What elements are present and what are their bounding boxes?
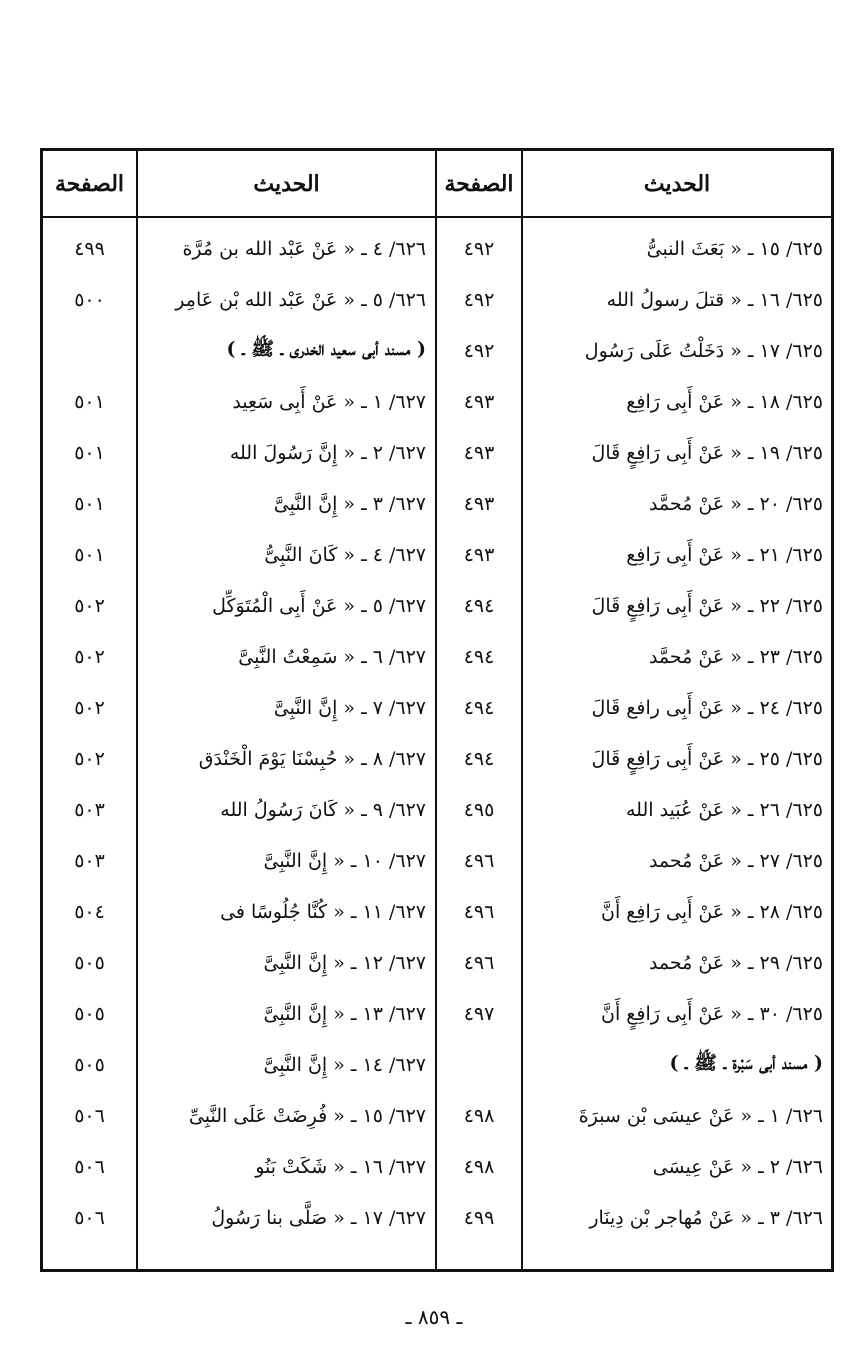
table-row — [43, 325, 831, 376]
hadith-entry-left: ٦٢٧/ ١٥ ـ « فُرِضَتْ عَلَى النَّبِىِّ — [188, 1104, 426, 1127]
table-row — [43, 376, 831, 427]
hadith-entry-left: ٦٢٧/ ٩ ـ « كَانَ رَسُولُ الله — [220, 798, 426, 821]
table-row — [43, 835, 831, 886]
page-number-right: ٤٩٦ — [463, 900, 495, 923]
table-row — [43, 937, 831, 988]
page-number-right: ٤٩٤ — [463, 645, 495, 668]
page-number-right: ٤٩٣ — [463, 492, 495, 515]
hadith-entry-right: ٦٢٥/ ٢٦ ـ « عَنْ عُبَيد الله — [625, 798, 823, 821]
page-number-left: ٥٠١ — [74, 390, 105, 413]
page-number-right: ٤٩٣ — [463, 543, 495, 566]
header-hadith-left: الحديث — [253, 170, 320, 197]
page-number-right: ٤٩٣ — [463, 441, 495, 464]
hadith-entry-left: ٦٢٦/ ٥ ـ « عَنْ عَبْد الله بْن عَامِر — [175, 288, 426, 311]
page-number-right: ٤٩٩ — [463, 1206, 495, 1229]
hadith-entry-left: ٦٢٧/ ٢ ـ « إِنَّ رَسُولَ الله — [229, 441, 426, 464]
hadith-entry-left: ٦٢٧/ ٨ ـ « حُبِسْنَا يَوْمَ الْخَنْدَق — [198, 747, 426, 770]
hadith-entry-right: ٦٢٦/ ٣ ـ « عَنْ مُهاجر بْن دِينَار — [589, 1206, 823, 1229]
page-number-right: ٤٩٢ — [463, 237, 495, 260]
hadith-entry-right: ٦٢٥/ ٣٠ ـ « عَنْ أَبِى رَافِعٍ أَنَّ — [600, 1002, 823, 1025]
page-number-right: ٤٩٨ — [463, 1155, 495, 1178]
header-page-right: الصفحة — [444, 170, 514, 197]
header-divider — [43, 216, 831, 218]
page-number-left: ٥٠٠ — [74, 288, 105, 311]
hadith-entry-left: ٦٢٧/ ١١ ـ « كُنَّا جُلُوسًا فى — [220, 900, 426, 923]
hadith-entry-right: ٦٢٥/ ١٥ ـ « بَعَثَ النبىُّ — [646, 237, 823, 260]
hadith-entry-left: ٦٢٧/ ٣ ـ « إِنَّ النَّبِىَّ — [273, 492, 426, 515]
hadith-entry-right: ٦٢٥/ ٢٢ ـ « عَنْ أَبِى رَافِعٍ قَالَ — [591, 594, 823, 617]
hadith-entry-right: ٦٢٥/ ٢٤ ـ « عَنْ أَبِى رافع قَالَ — [591, 696, 823, 719]
page-number-right: ٤٩٣ — [463, 390, 495, 413]
hadith-entry-left: ٦٢٧/ ١ ـ « عَنْ أَبِى سَعِيد — [232, 390, 426, 413]
table-row — [43, 886, 831, 937]
page-number-left: ٥٠٦ — [74, 1206, 105, 1229]
hadith-entry-right: ٦٢٥/ ٢٨ ـ « عَنْ أَبِى رَافِع أَنَّ — [600, 900, 823, 923]
hadith-entry-left: ٦٢٧/ ٧ ـ « إِنَّ النَّبِىَّ — [273, 696, 426, 719]
page-number-left: ٥٠٥ — [74, 951, 105, 974]
header-hadith-right: الحديث — [643, 170, 711, 197]
hadith-entry-right: ٦٢٥/ ٢٥ ـ « عَنْ أَبِى رَافِعٍ قَالَ — [591, 747, 823, 770]
page-number-right: ٤٩٢ — [463, 339, 495, 362]
hadith-entry-right: ٦٢٥/ ٢٣ ـ « عَنْ مُحمَّد — [648, 645, 823, 668]
hadith-entry-right: ٦٢٥/ ٢٩ ـ « عَنْ مُحمد — [648, 951, 823, 974]
hadith-entry-right: ٦٢٦/ ٢ ـ « عَنْ عِيسَى — [652, 1155, 823, 1178]
page-number-right: ٤٩٤ — [463, 594, 495, 617]
hadith-entry-right: ٦٢٥/ ٢٠ ـ « عَنْ مُحمَّد — [648, 492, 823, 515]
table-row — [43, 733, 831, 784]
page-number-left: ٥٠٦ — [74, 1155, 105, 1178]
page-number-left: ٥٠٣ — [74, 849, 105, 872]
table-row — [43, 784, 831, 835]
page-number-left: ٥٠٦ — [74, 1104, 105, 1127]
page-number-left: ٤٩٩ — [74, 237, 105, 260]
table-row — [43, 580, 831, 631]
hadith-entry-right: ٦٢٥/ ٢٧ ـ « عَنْ مُحمد — [648, 849, 823, 872]
page-number-right: ٤٩٤ — [463, 747, 495, 770]
page-number-left: ٥٠١ — [74, 492, 105, 515]
page-number-right: ٤٩٨ — [463, 1104, 495, 1127]
hadith-entry-left: ٦٢٧/ ٥ ـ « عَنْ أَبِى الْمُتَوَكِّل — [212, 594, 426, 617]
header-page-left: الصفحة — [54, 170, 125, 197]
table-row — [43, 478, 831, 529]
table-row — [43, 529, 831, 580]
hadith-entry-left: ٦٢٧/ ١٧ ـ « صَلَّى بنا رَسُولُ — [211, 1206, 426, 1229]
table-row — [43, 427, 831, 478]
page-number-left: ٥٠٢ — [74, 747, 105, 770]
page-number-right: ٤٩٤ — [463, 696, 495, 719]
hadith-entry-left: ٦٢٦/ ٤ ـ « عَنْ عَبْد الله بن مُرَّة — [182, 237, 426, 260]
page-number-left: ٥٠٢ — [74, 645, 105, 668]
table-row — [43, 631, 831, 682]
page-number-left: ٥٠٥ — [74, 1002, 105, 1025]
table-row — [43, 1141, 831, 1192]
hadith-entry-left: ٦٢٧/ ١٣ ـ « إِنَّ النَّبِىَّ — [263, 1002, 426, 1025]
page-number-right: ٤٩٦ — [463, 849, 495, 872]
page-number-right — [437, 1039, 521, 1090]
page-number-left: ٥٠٤ — [74, 900, 105, 923]
page-number-right: ٤٩٥ — [463, 798, 495, 821]
table-row — [43, 274, 831, 325]
page-number-right: ٤٩٧ — [463, 1002, 495, 1025]
table-row — [43, 682, 831, 733]
hadith-entry-right: ٦٢٥/ ١٧ ـ « دَخَلْتُ عَلَى رَسُول — [584, 339, 823, 362]
page-number-left: ٥٠٢ — [74, 594, 105, 617]
page-number-left: ٥٠١ — [74, 441, 105, 464]
section-heading: ( مسند أبى سعيد الخدرى ـ ﷺ ـ ) — [226, 337, 426, 360]
table-row — [43, 988, 831, 1039]
hadith-entry-right: ٦٢٥/ ١٨ ـ « عَنْ أَبِى رَافِع — [626, 390, 823, 413]
page-number-left: ٥٠٢ — [74, 696, 105, 719]
hadith-entry-right: ٦٢٥/ ١٦ ـ « قتلَ رسولُ الله — [606, 288, 823, 311]
hadith-entry-right: ٦٢٥/ ١٩ ـ « عَنْ أَبِى رَافِعٍ قَالَ — [591, 441, 823, 464]
table-row — [43, 223, 831, 274]
page-number-left — [43, 325, 136, 376]
hadith-entry-left: ٦٢٧/ ١٠ ـ « إِنَّ النَّبِىَّ — [263, 849, 426, 872]
page-number-left: ٥٠٣ — [74, 798, 105, 821]
hadith-entry-left: ٦٢٧/ ١٦ ـ « شَكَتْ بَنُو — [255, 1155, 426, 1178]
hadith-entry-left: ٦٢٧/ ٦ ـ « سَمِعْتُ النَّبِىَّ — [238, 645, 426, 668]
page-number-left: ٥٠١ — [74, 543, 105, 566]
index-table — [40, 148, 834, 1272]
page-number-right: ٤٩٢ — [463, 288, 495, 311]
table-row — [43, 1090, 831, 1141]
hadith-entry-left: ٦٢٧/ ١٢ ـ « إِنَّ النَّبِىَّ — [263, 951, 426, 974]
table-row — [43, 1039, 831, 1090]
hadith-entry-left: ٦٢٧/ ١٤ ـ « إِنَّ النَّبِىَّ — [263, 1053, 426, 1076]
table-row — [43, 1192, 831, 1243]
page-number-left: ٥٠٥ — [74, 1053, 105, 1076]
hadith-entry-left: ٦٢٧/ ٤ ـ « كَانَ النَّبِىُّ — [264, 543, 426, 566]
page-number: ـ ٨٥٩ ـ — [405, 1305, 463, 1329]
hadith-entry-right: ٦٢٥/ ٢١ ـ « عَنْ أَبِى رَافِع — [626, 543, 823, 566]
page-number-right: ٤٩٦ — [463, 951, 495, 974]
section-heading: ( مسند أبى سَبْرة ـ ﷺ ـ ) — [669, 1051, 823, 1074]
hadith-entry-right: ٦٢٦/ ١ ـ « عَنْ عيسَى بْن سبرَةَ — [578, 1104, 823, 1127]
